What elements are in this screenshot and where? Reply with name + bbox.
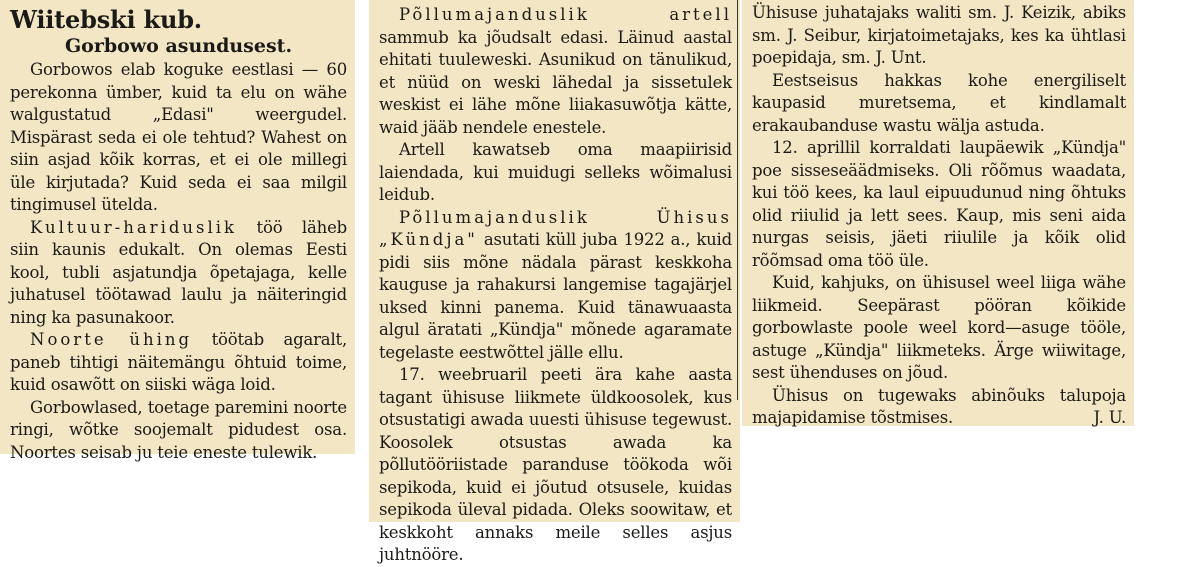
paragraph: Artell kawatseb oma maapiirisid laiendada, kui muidugi selleks wõimalusi leidub. xyxy=(379,140,732,204)
paragraph: Eestseisus hakkas kohe energiliselt kaupasid muretsema, et kindlamalt erakaubanduse wastu wälja astuda. xyxy=(752,70,1126,135)
paragraph xyxy=(379,4,732,139)
article-headline: Gorbowo asundusest. xyxy=(64,35,293,57)
paragraph: Kuid, kahjuks, on ühisusel weel liiga wähe liikmeid. Seepärast pööran kõikide gorbowlaste poole weel kord—asuge tööle, astuge „Kündja" liikmeteks. Ärge wiiwitage, sest ühenduses on jõud. xyxy=(752,273,1126,382)
article-column-2 xyxy=(369,0,740,564)
paragraph xyxy=(752,385,1126,430)
paragraph-text: Ühisus on tugewaks abinõuks talupoja majapidamise tõstmises. xyxy=(752,385,1126,427)
author-signature: J. U. xyxy=(1093,408,1126,427)
paragraph xyxy=(10,329,347,397)
paragraph-text: asutati küll juba 1922 a., kuid pidi siis mõne nädala pärast keskkoha kauguse ja rahakursi langemise tagajärjel uksed kinni panema. Kuid tänawuaasta algul äratati „Kündja" mõnede agaramate tegelaste eestwõttel jälle ellu. xyxy=(379,230,732,362)
paragraph-text: töötab agaralt, paneb tihtigi näitemängu õhtuid toime, kuid osawõtt on siiski wäga loid. xyxy=(10,330,347,394)
paragraph: Gorbowos elab koguke eestlasi — 60 perekonna ümber, kuid ta elu on wähe walgustatud „Edasi" weergudel. Mispärast seda ei ole tehtud? Wahest on siin asjad kõik korras, et ei ole millegi üle kirjutada? Kuid seda ei saa milgil tingimusel ütelda. xyxy=(10,60,347,214)
spaced-lead: Põllumajanduslik Ühisus „Kündja" xyxy=(379,207,732,249)
spaced-lead: Kultuur-hariduslik xyxy=(30,217,238,237)
spaced-lead: Noorte ühing xyxy=(30,330,193,349)
article-column-1 xyxy=(0,0,355,462)
region-heading: Wiitebski kub. xyxy=(10,5,202,34)
paragraph: 12. aprillil korraldati laupäewik „Kündja" poe sisseseäädmiseks. Oli rõõmus waadata, kui töö kees, ka laul eipuudunud ning õhtuks olid riiulid ja lett sees. Kaup, mis seni aida nurgas seisis, jäeti riiulile ja kõik olid rõõmsad oma töö üle. xyxy=(752,138,1126,270)
spaced-lead: Põllumajanduslik artell xyxy=(399,5,732,24)
paragraph: Gorbowlased, toetage paremini noorte ringi, wõtke soojemalt pidudest osa. Noortes seisab ju teie eneste tulewik. xyxy=(10,397,347,462)
paragraph xyxy=(379,207,732,365)
article-column-3 xyxy=(742,0,1134,426)
paragraph-text: sammub ka jõudsalt edasi. Läinud aastal ehitati tuuleweski. Asunikud on tänulikud, et nüüd on weski lähedal ja sissetulek weskist ei lähe mõne liiakasuwõtja kätte, waid jääb nendele enestele. xyxy=(379,27,732,137)
paragraph xyxy=(10,217,347,330)
paragraph: Ühisuse juhatajaks waliti sm. J. Keizik, abiks sm. J. Seibur, kirjatoimetajaks, kes ka ühtlasi poepidaja, sm. J. Unt. xyxy=(752,3,1126,67)
paragraph-text: töö läheb siin kaunis edukalt. On olemas Eesti kool, tubli asjatundja õpetajaga, kelle juhatusel töötawad laulu ja näiteringid ning ka pasunakoor. xyxy=(10,217,347,327)
column-rule xyxy=(737,0,738,400)
paragraph: 17. weebruaril peeti ära kahe aasta tagant ühisuse liikmete üldkoosolek, kus otsustatigi awada uuesti ühisuse tegewust. Koosolek otsustas awada ka põllutööriistade paranduse töökoda wõi sepikoda, kuid ei jõutud otsusele, kuidas sepikoda üleval pidada. Oleks soowitaw, et keskkoht annaks meile selles asjus juhtnööre. xyxy=(379,365,732,564)
